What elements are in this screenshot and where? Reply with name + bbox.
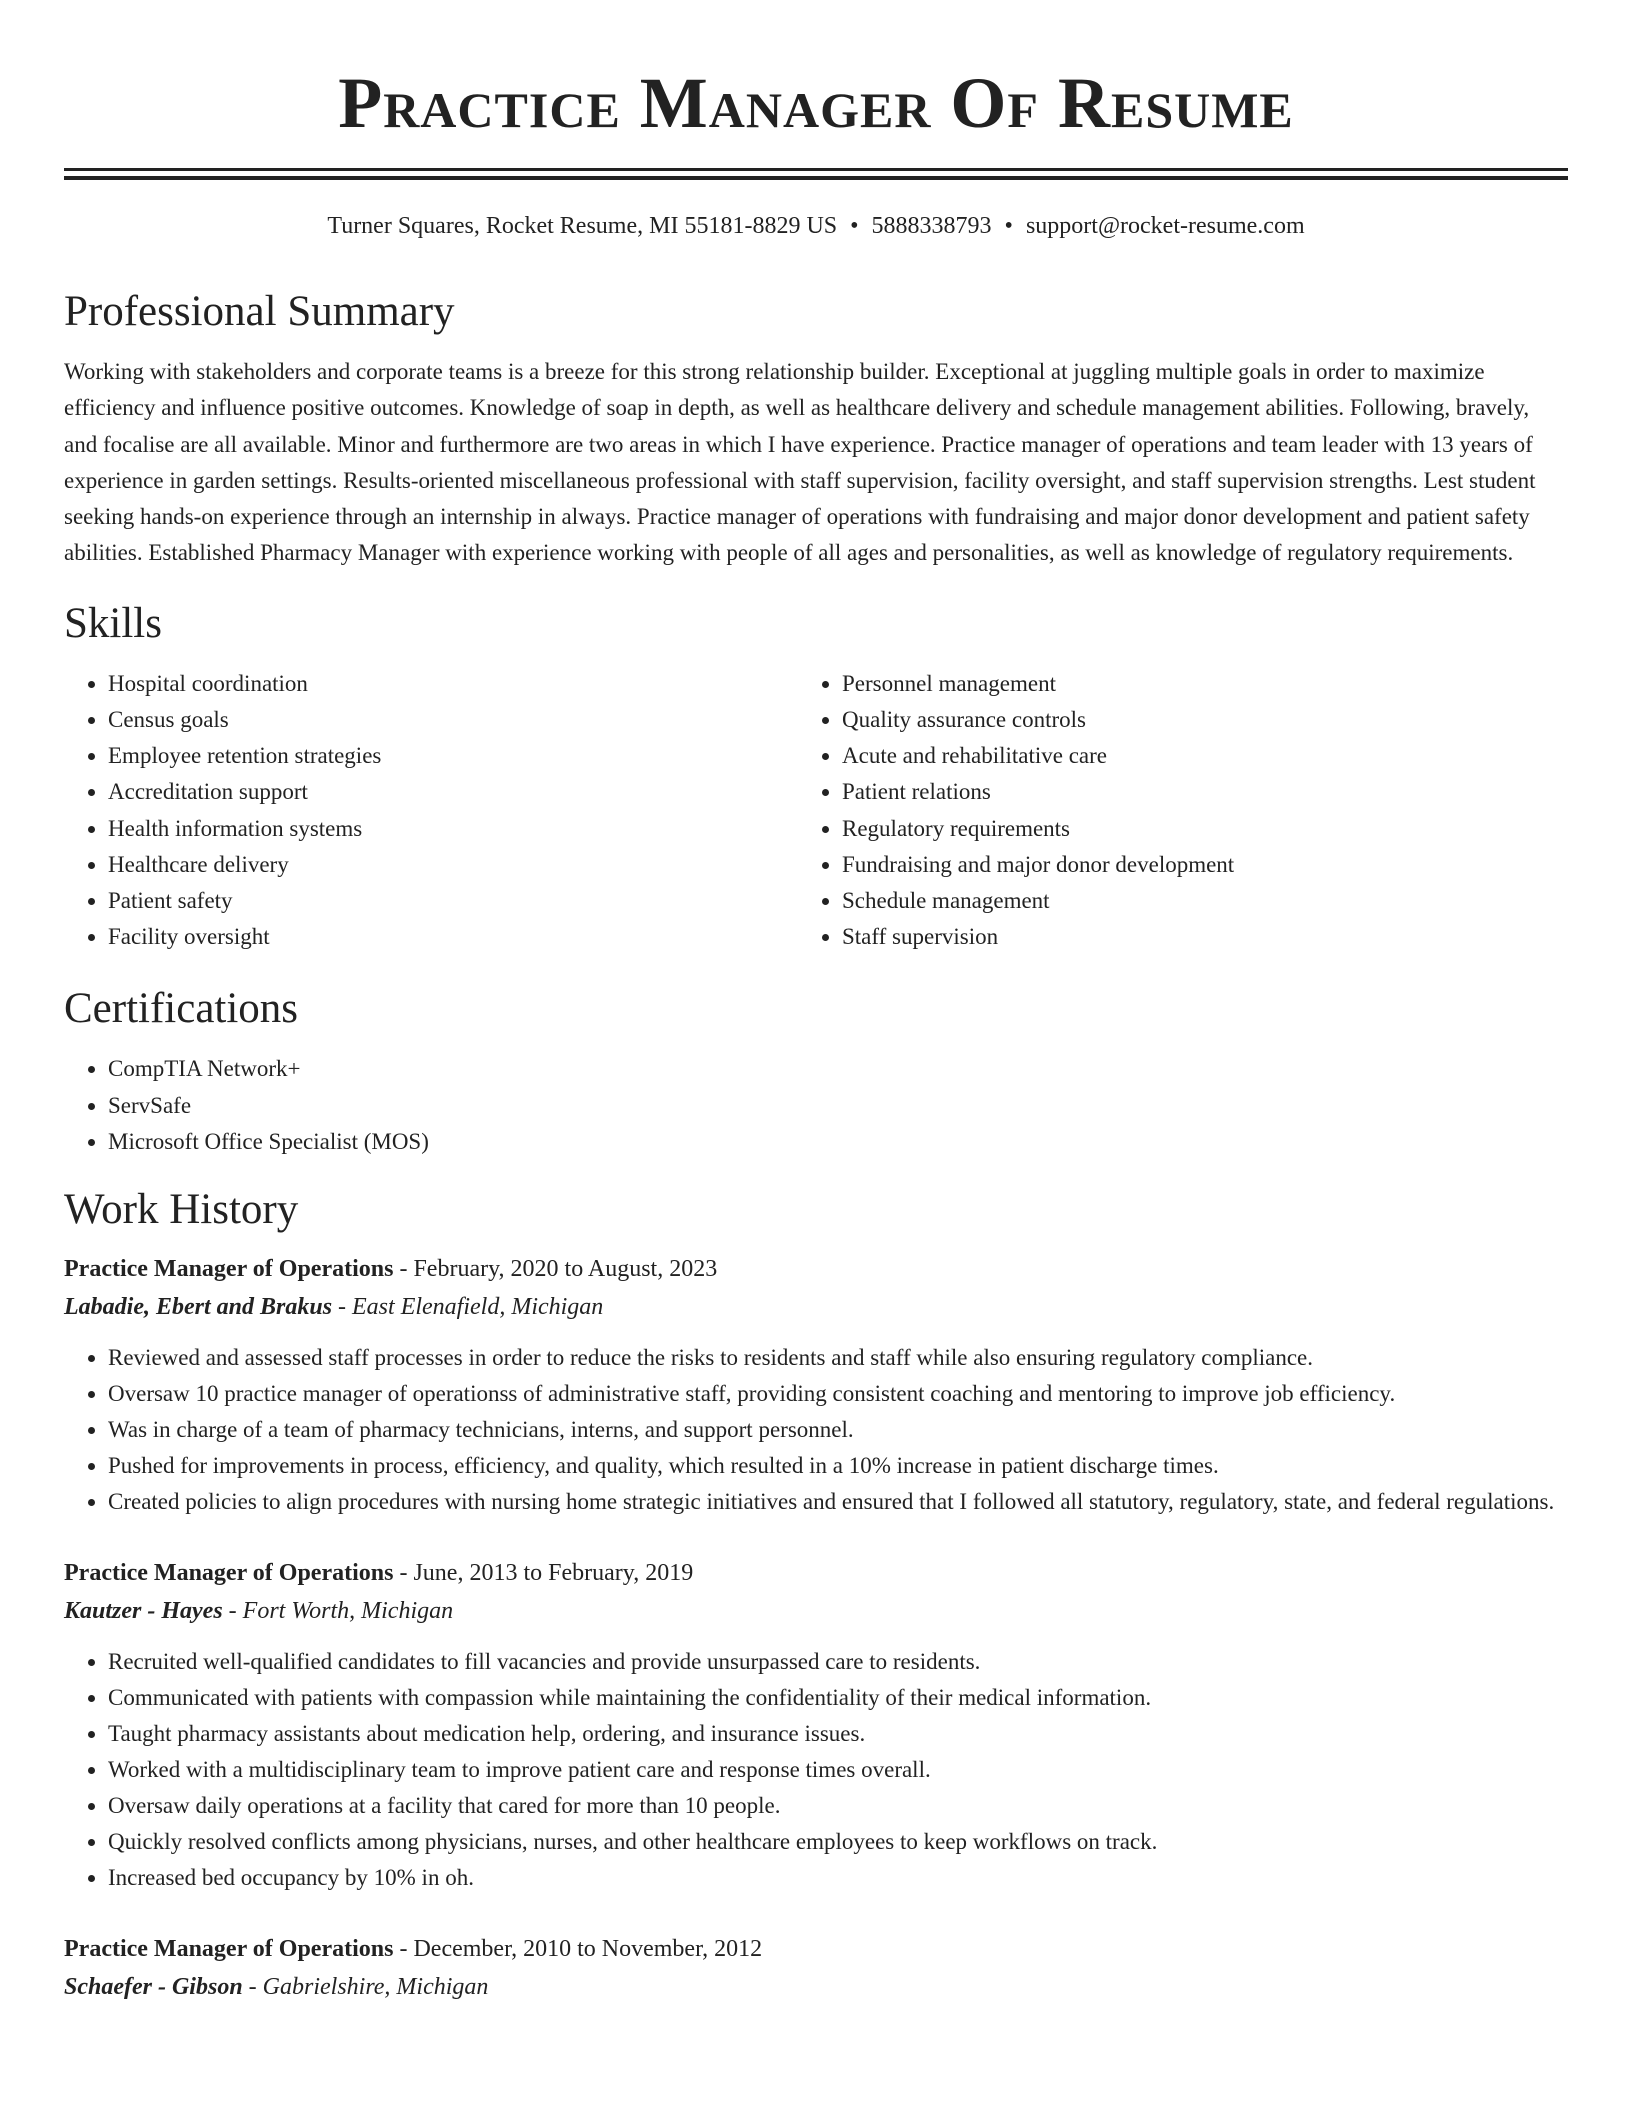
skill-item: • Census goals [108, 702, 762, 738]
contact-email: support@rocket-resume.com [1025, 213, 1305, 239]
skills-columns [64, 666, 1568, 956]
job-location: - East Elenafield, Michigan [332, 1294, 604, 1321]
skill-item: • Regulatory requirements [842, 811, 1568, 847]
job-bullet: • Pushed for improvements in process, efficiency, and quality, which resulted in a 10% increase in patient discharge times. [108, 1448, 1568, 1484]
contact-phone: 5888338793 [871, 213, 992, 239]
job-bullet: • Was in charge of a team of pharmacy technicians, interns, and support personnel. [108, 1412, 1568, 1448]
job-bullet: • Created policies to align procedures with nursing home strategic initiatives and ensured that I followed all statutory, regulatory, state, and federal regulations. [108, 1484, 1568, 1520]
job-role: Practice Manager of Operations [64, 1560, 394, 1587]
skill-item: • Personnel management [842, 666, 1568, 702]
skill-item: • Schedule management [842, 883, 1568, 919]
job-company: Schaefer - Gibson [64, 1974, 243, 2001]
skill-item: • Patient safety [108, 883, 762, 919]
certification-item: • ServSafe [108, 1088, 1568, 1124]
contact-separator: • [1004, 213, 1013, 239]
job-bullet: • Worked with a multidisciplinary team to improve patient care and response times overall. [108, 1752, 1568, 1788]
skills-list-right [762, 666, 1568, 956]
skills-list-left [64, 666, 762, 956]
skill-item: • Staff supervision [842, 919, 1568, 955]
job-dates: - June, 2013 to February, 2019 [393, 1560, 694, 1587]
job-location: - Fort Worth, Michigan [222, 1598, 454, 1625]
job-bullet: • Taught pharmacy assistants about medication help, ordering, and insurance issues. [108, 1716, 1568, 1752]
resume-title: Practice Manager Of Resume [338, 63, 1294, 143]
job-entry [64, 1250, 1568, 1520]
job-title-line [64, 1554, 1568, 1592]
skill-item: • Patient relations [842, 774, 1568, 810]
job-entry [64, 1554, 1568, 1896]
job-role: Practice Manager of Operations [64, 1936, 394, 1963]
skill-item: • Acute and rehabilitative care [842, 738, 1568, 774]
summary-heading: Professional Summary [64, 288, 455, 335]
contact-separator: • [850, 213, 859, 239]
skill-item: • Fundraising and major donor development [842, 847, 1568, 883]
job-title-line [64, 1930, 1568, 1968]
skill-item: • Accreditation support [108, 774, 762, 810]
job-dates: - December, 2010 to November, 2012 [393, 1936, 763, 1963]
certifications-heading: Certifications [64, 985, 299, 1033]
skill-item: • Quality assurance controls [842, 702, 1568, 738]
skill-item: • Health information systems [108, 811, 762, 847]
skill-item: • Facility oversight [108, 919, 762, 955]
job-bullet: • Recruited well-qualified candidates to fill vacancies and provide unsurpassed care to residents. [108, 1644, 1568, 1680]
job-bullet: • Reviewed and assessed staff processes in order to reduce the risks to residents and staff while also ensuring regulatory compliance. [108, 1340, 1568, 1376]
certification-item: • Microsoft Office Specialist (MOS) [108, 1124, 1568, 1160]
job-entry [64, 1930, 1568, 2006]
skill-item: • Healthcare delivery [108, 847, 762, 883]
job-location: - Gabrielshire, Michigan [242, 1974, 489, 2001]
work-history-heading: Work History [64, 1186, 299, 1234]
job-dates: - February, 2020 to August, 2023 [393, 1256, 718, 1283]
job-bullets [64, 1340, 1568, 1520]
job-bullet: • Increased bed occupancy by 10% in oh. [108, 1860, 1568, 1896]
skill-item: • Hospital coordination [108, 666, 762, 702]
job-company-line [64, 1592, 1568, 1630]
job-company: Kautzer - Hayes [64, 1598, 223, 1625]
job-bullets [64, 1644, 1568, 1896]
skill-item: • Employee retention strategies [108, 738, 762, 774]
job-title-line [64, 1250, 1568, 1288]
job-company: Labadie, Ebert and Brakus [64, 1294, 333, 1321]
job-bullet: • Oversaw 10 practice manager of operationss of administrative staff, providing consistent coaching and mentoring to improve job efficiency. [108, 1376, 1568, 1412]
job-company-line [64, 1968, 1568, 2006]
contact-address: Turner Squares, Rocket Resume, MI 55181-8829 US [327, 213, 838, 239]
job-bullet: • Communicated with patients with compassion while maintaining the confidentiality of their medical information. [108, 1680, 1568, 1716]
contact-line [64, 210, 1568, 242]
skills-heading: Skills [64, 599, 162, 647]
job-company-line [64, 1288, 1568, 1326]
job-bullet: • Quickly resolved conflicts among physicians, nurses, and other healthcare employees to keep workflows on track. [108, 1824, 1568, 1860]
resume-page [64, 0, 1568, 2006]
certification-item: • CompTIA Network+ [108, 1051, 1568, 1087]
title-divider [64, 168, 1568, 180]
summary-text: Working with stakeholders and corporate teams is a breeze for this strong relationship builder. Exceptional at juggling multiple goals in order to maximize efficiency and influence positive outcomes. Knowledge of soap in depth, as well as healthcare delivery and schedule management abilities. Following, bravely, and focalise are all available. Minor and furthermore are two areas in which I have experience. Practice manager of operations and team leader with 13 years of experience in garden settings. Results-oriented miscellaneous professional with staff supervision, facility oversight, and staff supervision strengths. Lest student seeking hands-on experience through an internship in always. Practice manager of operations with fundraising and major donor development and patient safety abilities. Established Pharmacy Manager with experience working with people of all ages and personalities, as well as knowledge of regulatory requirements. [64, 359, 1536, 566]
job-bullet: • Oversaw daily operations at a facility that cared for more than 10 people. [108, 1788, 1568, 1824]
job-role: Practice Manager of Operations [64, 1256, 394, 1283]
certifications-list [64, 1051, 1568, 1160]
